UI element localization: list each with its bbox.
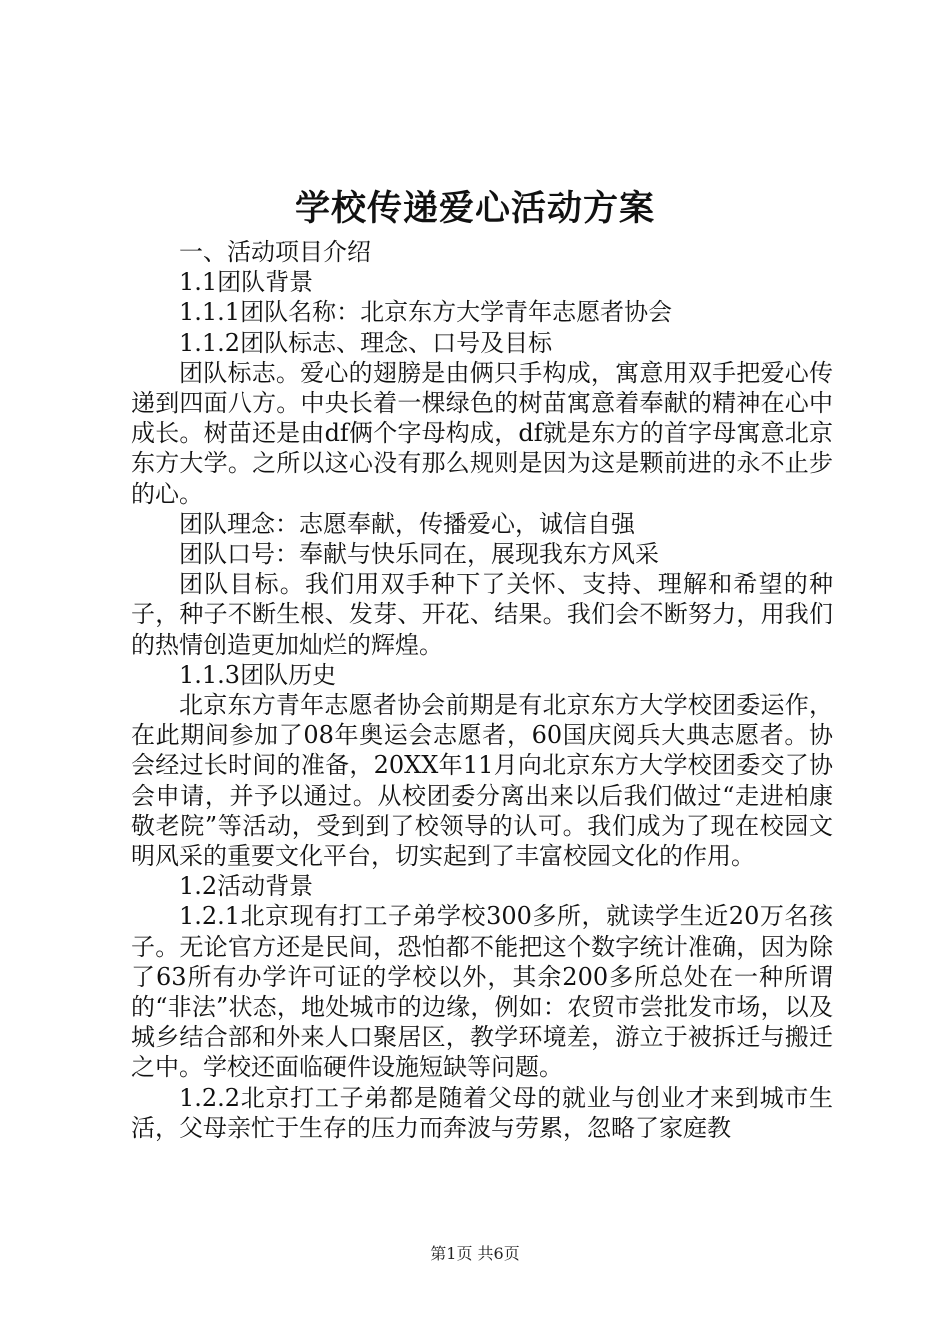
subsection-heading: 1.2活动背景 [179, 872, 314, 901]
page-number-footer: 第1页 共6页 [430, 1244, 520, 1263]
subsection-heading: 1.1.1团队名称：北京东方大学青年志愿者协会 [179, 298, 673, 327]
body-paragraph: 北京东方青年志愿者协会前期是有北京东方大学校团委运作，在此期间参加了08年奥运会志愿者，60国庆阅兵大典志愿者。协会经过长时间的准备，20XX年11月向北京东方大学校团委交了协会申请，并予以通过。从校团委分离出来以后我们做过“走进柏康敬老院”等活动，受到到了校领导的认可。我们成为了现在校园文明风采的重要文化平台，切实起到了丰富校园文化的作用。 [131, 691, 833, 871]
subsection-heading: 1.1团队背景 [179, 268, 314, 297]
document-title: 学校传递爱心活动方案 [294, 188, 655, 229]
body-paragraph: 团队口号：奉献与快乐同在，展现我东方风采 [179, 540, 659, 569]
subsection-heading: 1.1.2团队标志、理念、口号及目标 [179, 328, 553, 357]
section-heading: 一、活动项目介绍 [179, 238, 371, 266]
body-paragraph: 1.2.1北京现有打工子弟学校300多所，就读学生近20万名孩子。无论官方还是民间，恐怕都不能把这个数字统计准确，因为除了63所有办学许可证的学校以外，其余200多所总处在一种所谓的“非法”状态，地处城市的边缘，例如：农贸市尝批发市场，以及城乡结合部和外来人口聚居区，教学环境差，游立于被拆迁与搬迁之中。学校还面临硬件设施短缺等问题。 [131, 902, 833, 1082]
subsection-heading: 1.1.3团队历史 [179, 660, 337, 689]
body-paragraph: 团队理念：志愿奉献，传播爱心，诚信自强 [179, 509, 635, 538]
body-paragraph: 团队目标。我们用双手种下了关怀、支持、理解和希望的种子，种子不断生根、发芽、开花、结果。我们会不断努力，用我们的热情创造更加灿烂的辉煌。 [131, 570, 833, 659]
body-paragraph: 团队标志。爱心的翅膀是由俩只手构成，寓意用双手把爱心传递到四面八方。中央长着一棵绿色的树苗寓意着奉献的精神在心中成长。树苗还是由df俩个字母构成，df就是东方的首字母寓意北京东方大学。之所以这心没有那么规则是因为这是颗前进的永不止步的心。 [131, 358, 833, 508]
body-paragraph: 1.2.2北京打工子弟都是随着父母的就业与创业才来到城市生活，父母亲忙于生存的压力而奔波与劳累，忽略了家庭教 [131, 1083, 833, 1142]
document-body [131, 237, 833, 1143]
